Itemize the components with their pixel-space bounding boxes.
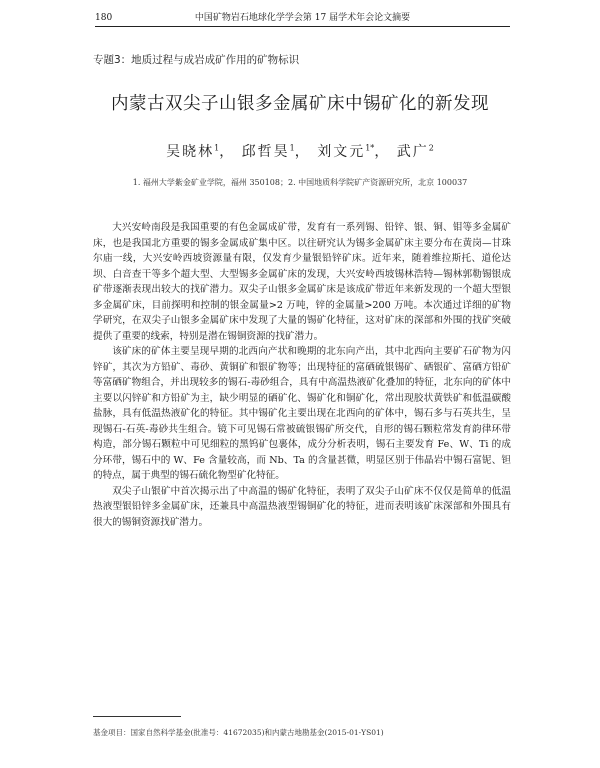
paragraph: 双尖子山银矿中首次揭示出了中高温的锡矿化特征，表明了双尖子山矿床不仅仅是简单的低温热液型银铅锌多金属矿床，还兼具中高温热液型锡铜矿化的特征，进而表明该矿床深部和外围具有很大的锡铜资源找矿潜力。 bbox=[93, 485, 511, 528]
footnote-divider bbox=[93, 716, 181, 717]
author-name: 武广 bbox=[396, 144, 429, 160]
author-mark: 1 bbox=[289, 143, 295, 153]
topic-heading: 专题3：地质过程与成岩成矿作用的矿物标识 bbox=[93, 54, 300, 66]
abstract-body bbox=[93, 220, 511, 530]
article-title: 内蒙古双尖子山银多金属矿床中锡矿化的新发现 bbox=[111, 94, 489, 114]
running-title: 中国矿物岩石地球化学学会第 17 届学术年会论文摘要 bbox=[194, 13, 411, 23]
affiliations: 1. 福州大学紫金矿业学院，福州 350108；2. 中国地质科学院矿产资源研究所，北京 100037 bbox=[132, 178, 468, 187]
author-mark: 1* bbox=[365, 143, 375, 153]
paragraph: 该矿床的矿体主要呈现早期的北西向产状和晚期的北东向产出，其中北西向主要矿石矿物为闪锌矿，其次为方铅矿、毒砂、黄铜矿和银矿物等；出现特征的富硒硫银锡矿、硒银矿、富硒方铅矿等富硒矿物组合，并出现较多的锡石-毒砂组合，具有中高温热液矿化叠加的特征，北东向的矿体中主要以闪锌矿和方铅矿为主，缺少明显的硒矿化、锡矿化和铜矿化，常出现胶状黄铁矿和低温碳酸盐脉，具有低温热液矿化的特征。其中锡矿化主要出现在北西向的矿体中，锡石多与石英共生，呈现锡石-石英-毒砂共生组合。镜下可见锡石常被硫银锡矿所交代，自形的锡石颗粒常发育韵律环带构造，部分锡石颗粒中可见细粒的黑钨矿包裹体，成分分析表明，锡石主要发育 Fe、W、Ti 的成分环带，锡石中的 W、Fe 含量较高，而 Nb、Ta 的含量甚微，明显区别于伟晶岩中锡石富铌、钽的特点，属于典型的锡石硫化物型矿化特征。 bbox=[93, 346, 511, 481]
author-mark: 1 bbox=[214, 143, 220, 153]
funding-footnote: 基金项目：国家自然科学基金(批准号：41672035)和内蒙古地勘基金(2015-01-YS01) bbox=[93, 728, 384, 737]
paragraph: 大兴安岭南段是我国重要的有色金属成矿带，发育有一系列锡、铅锌、银、铜、钼等多金属矿床，也是我国北方重要的锡多金属成矿集中区。以往研究认为锡多金属矿床主要分布在黄岗—甘珠尔庙一线，大兴安岭西坡资源量有限，仅发育少量银铅锌矿床。近年来，随着维拉斯托、道伦达坝、白音查干等多个超大型、大型锡多金属矿床的发现，大兴安岭西坡锡林浩特—锡林郭勒锡银成矿带逐渐表现出较大的找矿潜力。双尖子山银多金属矿床是该成矿带近年来新发现的一个超大型银多金属矿床，目前探明和控制的银金属量>2 万吨，锌的金属量>200 万吨。本次通过详细的矿物学研究，在双尖子山银多金属矿床中发现了大量的锡矿化特征，这对矿床的深部和外围的找矿突破提供了重要的线索，特别是潜在锡铜资源的找矿潜力。 bbox=[93, 222, 511, 342]
running-header bbox=[95, 12, 510, 27]
page-number: 180 bbox=[95, 13, 113, 23]
author-list: 吴晓林$^1$， 邱哲昊$^1$， 刘文元$^{1*}$， 武广$^2$ bbox=[166, 143, 434, 160]
author-name: 吴晓林 bbox=[166, 144, 215, 160]
author-name: 刘文元 bbox=[317, 144, 366, 160]
author-mark: 2 bbox=[428, 143, 434, 153]
author-name: 邱哲昊 bbox=[241, 144, 290, 160]
